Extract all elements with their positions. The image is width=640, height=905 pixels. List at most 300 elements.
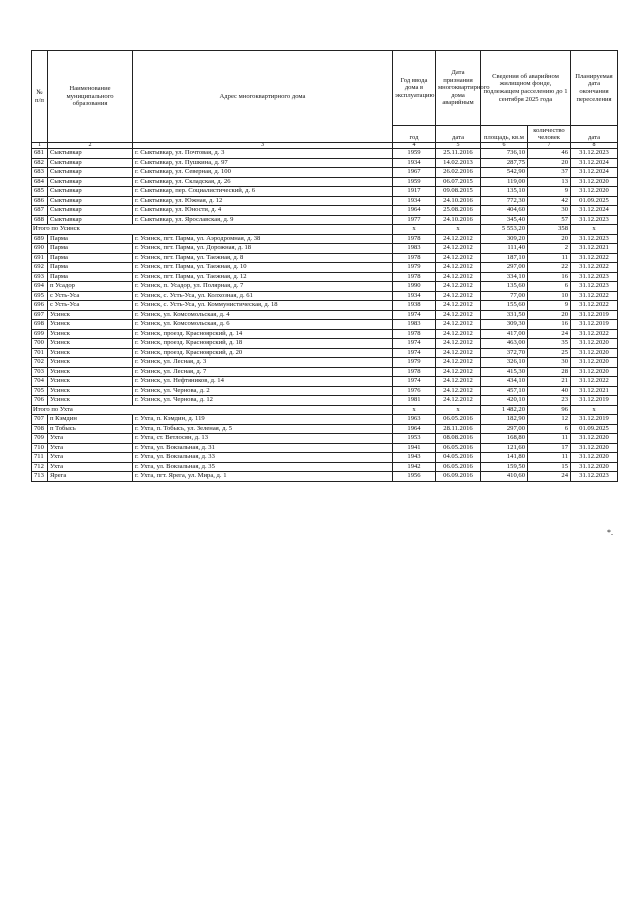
cell-people: 28	[528, 367, 571, 377]
cell-year: 1974	[393, 377, 436, 387]
cell-people: 21	[528, 377, 571, 387]
cell-address: г. Ухта, ул. Вокзальная, д. 33	[133, 453, 393, 463]
cell-area: 417,00	[481, 329, 528, 339]
cell-plan-date: 31.12.2023	[571, 272, 618, 282]
cell-area: 457,10	[481, 386, 528, 396]
cell-date: 06.05.2016	[436, 415, 481, 425]
cell-municipality: Усинск	[48, 320, 133, 330]
cell-area: 434,10	[481, 377, 528, 387]
cell-year: х	[393, 225, 436, 235]
table-row	[32, 329, 618, 339]
table-row	[32, 282, 618, 292]
cell-plan-date: 31.12.2020	[571, 443, 618, 453]
total-label: Итого по Усинск	[32, 225, 393, 235]
cell-year: 1983	[393, 244, 436, 254]
cell-municipality: п Тобысь	[48, 424, 133, 434]
cell-date: 14.02.2013	[436, 158, 481, 168]
cell-plan-date: 31.12.2023	[571, 149, 618, 159]
table-row	[32, 310, 618, 320]
cell-plan-date: 31.12.2019	[571, 320, 618, 330]
cell-plan-date: 31.12.2023	[571, 234, 618, 244]
cell-number: 713	[32, 472, 48, 482]
total-label: Итого по Ухта	[32, 405, 393, 415]
cell-municipality: Сыктывкар	[48, 206, 133, 216]
cell-year: 1959	[393, 177, 436, 187]
cell-date: 24.12.2012	[436, 358, 481, 368]
cell-area: 135,10	[481, 187, 528, 197]
cell-year: 1941	[393, 443, 436, 453]
cell-year: 1964	[393, 424, 436, 434]
cell-area: 297,00	[481, 424, 528, 434]
cell-area: 182,90	[481, 415, 528, 425]
header-date-recognition: Дата признания многоквартирного дома аварийным	[436, 51, 481, 126]
cell-address: г. Усинск, пгт. Парма, ул. Дорожная, д. 18	[133, 244, 393, 254]
table-row	[32, 415, 618, 425]
cell-date: 24.12.2012	[436, 282, 481, 292]
cell-people: 20	[528, 310, 571, 320]
header-address: Адрес многоквартирного дома	[133, 51, 393, 143]
cell-address: г. Ухта, ст. Ветлосян, д. 13	[133, 434, 393, 444]
table-body	[32, 149, 618, 482]
cell-number: 710	[32, 443, 48, 453]
table-row	[32, 158, 618, 168]
cell-number: 684	[32, 177, 48, 187]
cell-municipality: Ярега	[48, 472, 133, 482]
cell-municipality: п Кэмдин	[48, 415, 133, 425]
cell-date: 24.10.2016	[436, 196, 481, 206]
cell-municipality: Усинск	[48, 367, 133, 377]
cell-date: 24.12.2012	[436, 367, 481, 377]
header-year-entry: Год ввода дома в эксплуатацию	[393, 51, 436, 126]
cell-municipality: с Усть-Уса	[48, 291, 133, 301]
cell-plan-date: 31.12.2022	[571, 253, 618, 263]
cell-area: 326,10	[481, 358, 528, 368]
housing-register-table	[31, 50, 618, 482]
cell-address: г. Сыктывкар, ул. Пушкина, д. 97	[133, 158, 393, 168]
cell-address: г. Усинск, ул. Лесная, д. 3	[133, 358, 393, 368]
cell-date: 08.08.2016	[436, 434, 481, 444]
cell-date: 04.05.2016	[436, 453, 481, 463]
cell-people: 9	[528, 187, 571, 197]
table-row	[32, 272, 618, 282]
cell-address: г. Сыктывкар, ул. Складская, д. 26	[133, 177, 393, 187]
cell-area: 168,80	[481, 434, 528, 444]
cell-year: 1983	[393, 320, 436, 330]
cell-people: 25	[528, 348, 571, 358]
cell-people: 37	[528, 168, 571, 178]
cell-address: г. Усинск, п. Усадор, ул. Полярная, д. 7	[133, 282, 393, 292]
cell-area: 1 482,20	[481, 405, 528, 415]
header-number: № п/п	[32, 51, 48, 143]
table-row	[32, 472, 618, 482]
cell-people: 6	[528, 424, 571, 434]
cell-number: 697	[32, 310, 48, 320]
cell-year: 1967	[393, 168, 436, 178]
cell-number: 706	[32, 396, 48, 406]
cell-municipality: Сыктывкар	[48, 177, 133, 187]
cell-area: 415,30	[481, 367, 528, 377]
cell-year: 1938	[393, 301, 436, 311]
cell-plan-date: 31.12.2024	[571, 168, 618, 178]
cell-plan-date: 01.09.2025	[571, 424, 618, 434]
cell-year: х	[393, 405, 436, 415]
cell-area: 309,20	[481, 234, 528, 244]
cell-date: х	[436, 405, 481, 415]
cell-plan-date: 31.12.2020	[571, 187, 618, 197]
cell-area: 187,10	[481, 253, 528, 263]
table-row	[32, 443, 618, 453]
cell-people: 9	[528, 301, 571, 311]
cell-number: 691	[32, 253, 48, 263]
cell-date: 26.02.2016	[436, 168, 481, 178]
cell-people: 11	[528, 253, 571, 263]
cell-municipality: Усинск	[48, 396, 133, 406]
cell-people: 10	[528, 291, 571, 301]
cell-municipality: Ухта	[48, 453, 133, 463]
table-row	[32, 196, 618, 206]
cell-number: 688	[32, 215, 48, 225]
cell-people: 22	[528, 263, 571, 273]
table-row	[32, 367, 618, 377]
cell-people: 12	[528, 415, 571, 425]
cell-area: 121,60	[481, 443, 528, 453]
cell-people: 17	[528, 443, 571, 453]
cell-municipality: Ухта	[48, 462, 133, 472]
page-mark: *.	[607, 528, 613, 537]
cell-number: 704	[32, 377, 48, 387]
cell-address: г. Усинск, пгт. Парма, ул. Таежная, д. 12	[133, 272, 393, 282]
cell-municipality: Усинск	[48, 329, 133, 339]
table-row	[32, 177, 618, 187]
cell-people: 30	[528, 358, 571, 368]
cell-people: 23	[528, 396, 571, 406]
header-planned-date: Планируемая дата окончания переселения	[571, 51, 618, 126]
cell-number: 682	[32, 158, 48, 168]
cell-address: г. Ухта, ул. Вокзальная, д. 31	[133, 443, 393, 453]
cell-date: 24.12.2012	[436, 272, 481, 282]
cell-people: 35	[528, 339, 571, 349]
table-row	[32, 206, 618, 216]
cell-area: 159,50	[481, 462, 528, 472]
subheader-date: дата	[436, 126, 481, 143]
cell-number: 708	[32, 424, 48, 434]
cell-year: 1974	[393, 348, 436, 358]
cell-plan-date: 31.12.2024	[571, 206, 618, 216]
cell-plan-date: 31.12.2021	[571, 386, 618, 396]
cell-date: х	[436, 225, 481, 235]
cell-area: 141,80	[481, 453, 528, 463]
cell-municipality: Парма	[48, 272, 133, 282]
cell-municipality: Усинск	[48, 377, 133, 387]
cell-municipality: с Усть-Уса	[48, 301, 133, 311]
table-row	[32, 386, 618, 396]
cell-address: г. Сыктывкар, пер. Социалистический, д. 6	[133, 187, 393, 197]
cell-date: 24.12.2012	[436, 253, 481, 263]
cell-plan-date: 31.12.2020	[571, 462, 618, 472]
cell-date: 24.12.2012	[436, 244, 481, 254]
cell-number: 701	[32, 348, 48, 358]
table-row	[32, 187, 618, 197]
cell-year: 1978	[393, 234, 436, 244]
table-row	[32, 396, 618, 406]
cell-number: 702	[32, 358, 48, 368]
cell-year: 1934	[393, 196, 436, 206]
cell-address: г. Ухта, п. Кэмдин, д. 119	[133, 415, 393, 425]
cell-area: 5 553,20	[481, 225, 528, 235]
cell-area: 119,00	[481, 177, 528, 187]
cell-people: 11	[528, 453, 571, 463]
cell-year: 1963	[393, 415, 436, 425]
cell-year: 1917	[393, 187, 436, 197]
cell-area: 420,10	[481, 396, 528, 406]
cell-municipality: Парма	[48, 234, 133, 244]
cell-area: 345,40	[481, 215, 528, 225]
cell-area: 111,40	[481, 244, 528, 254]
cell-people: 6	[528, 282, 571, 292]
cell-municipality: Усинск	[48, 386, 133, 396]
cell-plan-date: х	[571, 225, 618, 235]
cell-year: 1956	[393, 472, 436, 482]
cell-address: г. Сыктывкар, ул. Северная, д. 100	[133, 168, 393, 178]
cell-year: 1974	[393, 339, 436, 349]
cell-year: 1934	[393, 158, 436, 168]
cell-people: 15	[528, 462, 571, 472]
cell-plan-date: 31.12.2022	[571, 329, 618, 339]
cell-area: 736,10	[481, 149, 528, 159]
cell-address: г. Ухта, п. Тобысь, ул. Зеленая, д. 5	[133, 424, 393, 434]
cell-date: 06.05.2016	[436, 462, 481, 472]
cell-number: 695	[32, 291, 48, 301]
cell-area: 287,75	[481, 158, 528, 168]
cell-municipality: Сыктывкар	[48, 158, 133, 168]
cell-plan-date: 31.12.2024	[571, 158, 618, 168]
column-number: 1	[32, 143, 48, 149]
cell-address: г. Сыктывкар, ул. Южная, д. 12	[133, 196, 393, 206]
total-row	[32, 225, 618, 235]
cell-date: 06.05.2016	[436, 443, 481, 453]
cell-address: г. Усинск, с. Усть-Уса, ул. Коммунистическая, д. 18	[133, 301, 393, 311]
cell-number: 694	[32, 282, 48, 292]
cell-address: г. Усинск, пгт. Парма, ул. Аэродромная, д. 38	[133, 234, 393, 244]
table-row	[32, 453, 618, 463]
table-row	[32, 263, 618, 273]
cell-plan-date: 31.12.2022	[571, 291, 618, 301]
header-municipality: Наименование муниципального образования	[48, 51, 133, 143]
cell-number: 683	[32, 168, 48, 178]
column-number: 8	[571, 143, 618, 149]
cell-municipality: Сыктывкар	[48, 168, 133, 178]
cell-address: г. Ухта, ул. Вокзальная, д. 35	[133, 462, 393, 472]
table-row	[32, 301, 618, 311]
cell-number: 705	[32, 386, 48, 396]
cell-people: 20	[528, 158, 571, 168]
cell-plan-date: 31.12.2022	[571, 301, 618, 311]
cell-number: 685	[32, 187, 48, 197]
table-row	[32, 234, 618, 244]
cell-address: г. Усинск, проезд. Красноярский, д. 18	[133, 339, 393, 349]
cell-people: 24	[528, 472, 571, 482]
cell-area: 463,00	[481, 339, 528, 349]
cell-address: г. Ухта, пгт. Ярега, ул. Мира, д. 1	[133, 472, 393, 482]
cell-address: г. Усинск, ул. Чернова, д. 2	[133, 386, 393, 396]
cell-address: г. Усинск, с. Усть-Уса, ул. Колхозная, д. 61	[133, 291, 393, 301]
cell-people: 46	[528, 149, 571, 159]
cell-address: г. Усинск, ул. Лесная, д. 7	[133, 367, 393, 377]
cell-plan-date: 31.12.2020	[571, 177, 618, 187]
cell-year: 1978	[393, 367, 436, 377]
cell-date: 24.12.2012	[436, 396, 481, 406]
cell-people: 16	[528, 320, 571, 330]
cell-number: 700	[32, 339, 48, 349]
cell-number: 690	[32, 244, 48, 254]
cell-plan-date: 31.12.2022	[571, 377, 618, 387]
cell-plan-date: 31.12.2021	[571, 244, 618, 254]
cell-municipality: Усинск	[48, 310, 133, 320]
cell-address: г. Сыктывкар, ул. Юности, д. 4	[133, 206, 393, 216]
cell-people: 57	[528, 215, 571, 225]
cell-people: 42	[528, 196, 571, 206]
cell-address: г. Сыктывкар, ул. Ярославская, д. 9	[133, 215, 393, 225]
cell-date: 28.11.2016	[436, 424, 481, 434]
cell-plan-date: 31.12.2020	[571, 339, 618, 349]
cell-area: 334,10	[481, 272, 528, 282]
cell-number: 698	[32, 320, 48, 330]
cell-number: 703	[32, 367, 48, 377]
cell-year: 1964	[393, 206, 436, 216]
cell-area: 404,60	[481, 206, 528, 216]
table-row	[32, 358, 618, 368]
cell-plan-date: 31.12.2019	[571, 310, 618, 320]
cell-plan-date: х	[571, 405, 618, 415]
table-row	[32, 320, 618, 330]
cell-plan-date: 31.12.2020	[571, 367, 618, 377]
table-row	[32, 348, 618, 358]
cell-date: 24.12.2012	[436, 320, 481, 330]
cell-date: 06.07.2015	[436, 177, 481, 187]
cell-area: 155,60	[481, 301, 528, 311]
cell-date: 24.12.2012	[436, 329, 481, 339]
cell-people: 30	[528, 206, 571, 216]
cell-people: 2	[528, 244, 571, 254]
cell-people: 40	[528, 386, 571, 396]
table-row	[32, 424, 618, 434]
cell-municipality: Парма	[48, 263, 133, 273]
table-row	[32, 339, 618, 349]
table-row	[32, 168, 618, 178]
cell-date: 24.12.2012	[436, 386, 481, 396]
cell-date: 24.12.2012	[436, 348, 481, 358]
cell-municipality: Сыктывкар	[48, 215, 133, 225]
column-number: 4	[393, 143, 436, 149]
column-number: 7	[528, 143, 571, 149]
table-row	[32, 253, 618, 263]
column-number: 2	[48, 143, 133, 149]
cell-people: 13	[528, 177, 571, 187]
cell-municipality: Ухта	[48, 434, 133, 444]
cell-year: 1943	[393, 453, 436, 463]
subheader-plan-date: дата	[571, 126, 618, 143]
cell-plan-date: 31.12.2020	[571, 358, 618, 368]
cell-municipality: Парма	[48, 253, 133, 263]
cell-date: 24.12.2012	[436, 310, 481, 320]
subheader-area: площадь, кв.м	[481, 126, 528, 143]
cell-area: 542,90	[481, 168, 528, 178]
cell-date: 24.12.2012	[436, 291, 481, 301]
cell-people: 20	[528, 234, 571, 244]
cell-year: 1981	[393, 396, 436, 406]
cell-plan-date: 31.12.2023	[571, 472, 618, 482]
cell-plan-date: 31.12.2023	[571, 282, 618, 292]
cell-year: 1979	[393, 263, 436, 273]
cell-area: 372,70	[481, 348, 528, 358]
table-row	[32, 244, 618, 254]
cell-address: г. Усинск, ул. Чернова, д. 12	[133, 396, 393, 406]
cell-date: 25.08.2016	[436, 206, 481, 216]
cell-number: 681	[32, 149, 48, 159]
cell-plan-date: 31.12.2019	[571, 415, 618, 425]
cell-address: г. Усинск, ул. Нефтяников, д. 14	[133, 377, 393, 387]
cell-number: 689	[32, 234, 48, 244]
cell-plan-date: 31.12.2020	[571, 453, 618, 463]
cell-plan-date: 31.12.2020	[571, 348, 618, 358]
cell-number: 696	[32, 301, 48, 311]
cell-year: 1959	[393, 149, 436, 159]
cell-area: 331,50	[481, 310, 528, 320]
cell-address: г. Усинск, пгт. Парма, ул. Таежная, д. 10	[133, 263, 393, 273]
cell-people: 11	[528, 434, 571, 444]
cell-plan-date: 31.12.2019	[571, 396, 618, 406]
column-number: 5	[436, 143, 481, 149]
cell-municipality: Усинск	[48, 339, 133, 349]
cell-address: г. Усинск, пгт. Парма, ул. Таежная, д. 8	[133, 253, 393, 263]
cell-year: 1976	[393, 386, 436, 396]
cell-number: 692	[32, 263, 48, 273]
cell-address: г. Усинск, ул. Комсомольская, д. 4	[133, 310, 393, 320]
cell-year: 1934	[393, 291, 436, 301]
cell-year: 1974	[393, 310, 436, 320]
cell-area: 772,30	[481, 196, 528, 206]
cell-municipality: Ухта	[48, 443, 133, 453]
table-row	[32, 377, 618, 387]
header-housing-info: Сведения об аварийном жилищном фонде, подлежащем расселению до 1 сентября 2025 года	[481, 51, 571, 126]
cell-municipality: Усинск	[48, 358, 133, 368]
cell-number: 687	[32, 206, 48, 216]
cell-municipality: Сыктывкар	[48, 196, 133, 206]
cell-area: 309,30	[481, 320, 528, 330]
table-row	[32, 434, 618, 444]
column-number: 3	[133, 143, 393, 149]
cell-year: 1977	[393, 215, 436, 225]
cell-area: 77,00	[481, 291, 528, 301]
cell-date: 24.12.2012	[436, 339, 481, 349]
cell-date: 24.12.2012	[436, 234, 481, 244]
subheader-people: количество человек	[528, 126, 571, 143]
cell-number: 711	[32, 453, 48, 463]
cell-address: г. Усинск, ул. Комсомольская, д. 6	[133, 320, 393, 330]
cell-plan-date: 31.12.2022	[571, 263, 618, 273]
cell-municipality: Парма	[48, 244, 133, 254]
cell-plan-date: 01.09.2025	[571, 196, 618, 206]
total-row	[32, 405, 618, 415]
cell-people: 358	[528, 225, 571, 235]
cell-municipality: Сыктывкар	[48, 187, 133, 197]
cell-municipality: п Усадор	[48, 282, 133, 292]
cell-area: 410,60	[481, 472, 528, 482]
cell-date: 24.12.2012	[436, 377, 481, 387]
subheader-year: год	[393, 126, 436, 143]
table-row	[32, 215, 618, 225]
cell-municipality: Усинск	[48, 348, 133, 358]
